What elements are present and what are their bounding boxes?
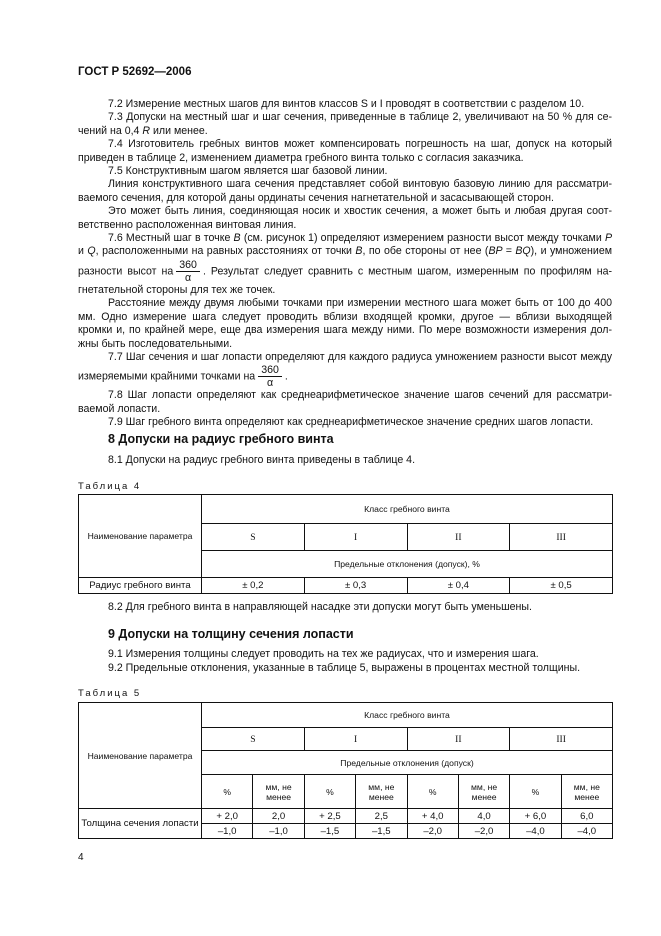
table-4-class-iii: III xyxy=(510,524,613,551)
paragraph-7-4: 7.4 Изготовитель гребных винтов может компенсировать погрешность на шаг, допуск на который приведен в таблице 2, изменением диаметра гребного винта только с согласия заказчика. xyxy=(78,138,612,164)
paragraph-7-5-line-def: Линия конструктивного шага сечения представляет собой винтовую базовую линию для рассматриваемого сечения, для которой даны ординаты сечения нагнетательной и засасывающей сторон. xyxy=(78,178,612,204)
table-4 xyxy=(78,494,613,594)
table-5-minus-5: –2,0 xyxy=(407,824,458,839)
section-9-title: 9 Допуски на толщину сечения лопасти xyxy=(108,627,354,641)
table-5-class-i: I xyxy=(304,728,407,751)
table-5-class-iii: III xyxy=(510,728,613,751)
section-7-text xyxy=(78,98,612,430)
table-4-class-ii: II xyxy=(407,524,510,551)
table-5-plus-2: 2,0 xyxy=(253,809,304,824)
table-4-value-i: ± 0,3 xyxy=(304,578,407,594)
table-4-class-header: Класс гребного винта xyxy=(202,495,613,524)
table-4-caption: Таблица 4 xyxy=(78,481,142,492)
paragraph-8-2: 8.2 Для гребного винта в направляющей насадке эти допуски могут быть уменьшены. xyxy=(108,601,532,613)
table-5-plus-1: + 2,0 xyxy=(202,809,253,824)
fraction-360-alpha-2: $\frac{360}{\alpha}$ xyxy=(258,364,282,389)
table-5-minus-7: –4,0 xyxy=(510,824,561,839)
paragraph-7-3: 7.3 Допуски на местный шаг и шаг сечения, приведенные в таблице 2, увеличивают на 50 % для сечений на 0,4 R или менее. xyxy=(78,111,612,137)
table-5-plus-3: + 2,5 xyxy=(304,809,355,824)
table-5-plus-6: 4,0 xyxy=(458,809,509,824)
table-5-sub-iii-pct: % xyxy=(510,775,561,809)
paragraph-7-6-distance: Расстояние между двумя любыми точками при измерении местного шага может быть от 100 до 400 мм. Одно измерение шага следует проводить вблизи входящей кромки, другое — вблизи выходящей кромки и, по крайней мере, еще два измерения шага между ними. По мере возможности измерения должны быть последовательными. xyxy=(78,297,612,350)
table-5-deviation-header: Предельные отклонения (допуск) xyxy=(202,751,613,775)
table-5-class-ii: II xyxy=(407,728,510,751)
table-5-sub-ii-mm: мм, не менее xyxy=(458,775,509,809)
paragraph-7-9: 7.9 Шаг гребного винта определяют как среднеарифметическое значение средних шагов лопасти. xyxy=(108,416,594,429)
table-4-class-i: I xyxy=(304,524,407,551)
table-5-sub-s-mm: мм, не менее xyxy=(253,775,304,809)
table-5-sub-ii-pct: % xyxy=(407,775,458,809)
table-5-minus-6: –2,0 xyxy=(458,824,509,839)
paragraph-7-5: 7.5 Конструктивным шагом является шаг базовой линии. xyxy=(108,165,388,178)
table-4-deviation-header: Предельные отклонения (допуск), % xyxy=(202,551,613,578)
table-5-class-s: S xyxy=(202,728,305,751)
document-header: ГОСТ Р 52692—2006 xyxy=(78,66,192,78)
paragraph-7-6: 7.6 Местный шаг в точке B (см. рисунок 1) определяют измерением разности высот между точками P и Q, расположенными на равных расстояниях от точки B, по обе стороны от нее (BP = BQ), и умножением разности высот на $\frac{360}{\alpha}$ . Результат следует сравнить с местным шагом, измеренным по профилям нагнетательной стороны для тех же точек. xyxy=(78,232,613,296)
table-4-value-ii: ± 0,4 xyxy=(407,578,510,594)
table-4-value-iii: ± 0,5 xyxy=(510,578,613,594)
table-5-minus-4: –1,5 xyxy=(356,824,407,839)
table-5-plus-7: + 6,0 xyxy=(510,809,561,824)
paragraph-9-2: 9.2 Предельные отклонения, указанные в таблице 5, выражены в процентах местной толщины. xyxy=(108,662,581,674)
table-4-row-label: Радиус гребного винта xyxy=(79,578,202,594)
page-number: 4 xyxy=(78,852,84,863)
table-5-param-header: Наименование параметра xyxy=(79,703,202,809)
table-4-class-s: S xyxy=(202,524,305,551)
paragraph-9-1: 9.1 Измерения толщины следует проводить на тех же радиусах, что и измерения шага. xyxy=(108,648,539,660)
table-5-row-label: Толщина сечения лопасти xyxy=(79,809,202,839)
table-4-param-header: Наименование параметра xyxy=(79,495,202,578)
paragraph-7-7: 7.7 Шаг сечения и шаг лопасти определяют для каждого радиуса умножением разности высот между измеряемыми крайними точками на $\frac{360}{\alpha}$ . xyxy=(78,350,612,390)
table-5 xyxy=(78,702,613,839)
table-5-minus-8: –4,0 xyxy=(561,824,612,839)
table-5-sub-iii-mm: мм, не менее xyxy=(561,775,612,809)
table-5-minus-3: –1,5 xyxy=(304,824,355,839)
table-5-sub-i-pct: % xyxy=(304,775,355,809)
table-4-value-s: ± 0,2 xyxy=(202,578,305,594)
paragraph-7-5-alt: Это может быть линия, соединяющая носик и хвостик сечения, а может быть и любая другая соответственно расположенная винтовая линия. xyxy=(78,205,612,231)
table-5-caption: Таблица 5 xyxy=(78,688,142,699)
paragraph-8-1: 8.1 Допуски на радиус гребного винта приведены в таблице 4. xyxy=(108,454,416,466)
table-5-sub-s-pct: % xyxy=(202,775,253,809)
paragraph-7-8: 7.8 Шаг лопасти определяют как среднеарифметическое значение шагов сечений для рассматриваемой лопасти. xyxy=(78,389,612,415)
paragraph-7-2: 7.2 Измерение местных шагов для винтов классов S и I проводят в соответствии с разделом 10. xyxy=(108,98,585,110)
table-5-plus-5: + 4,0 xyxy=(407,809,458,824)
section-8-title: 8 Допуски на радиус гребного винта xyxy=(108,432,334,446)
table-5-plus-8: 6,0 xyxy=(561,809,612,824)
fraction-360-alpha: $\frac{360}{\alpha}$ xyxy=(176,259,200,284)
table-5-class-header: Класс гребного винта xyxy=(202,703,613,728)
table-5-plus-4: 2,5 xyxy=(356,809,407,824)
table-5-minus-2: –1,0 xyxy=(253,824,304,839)
table-5-sub-i-mm: мм, не менее xyxy=(356,775,407,809)
table-5-minus-1: –1,0 xyxy=(202,824,253,839)
